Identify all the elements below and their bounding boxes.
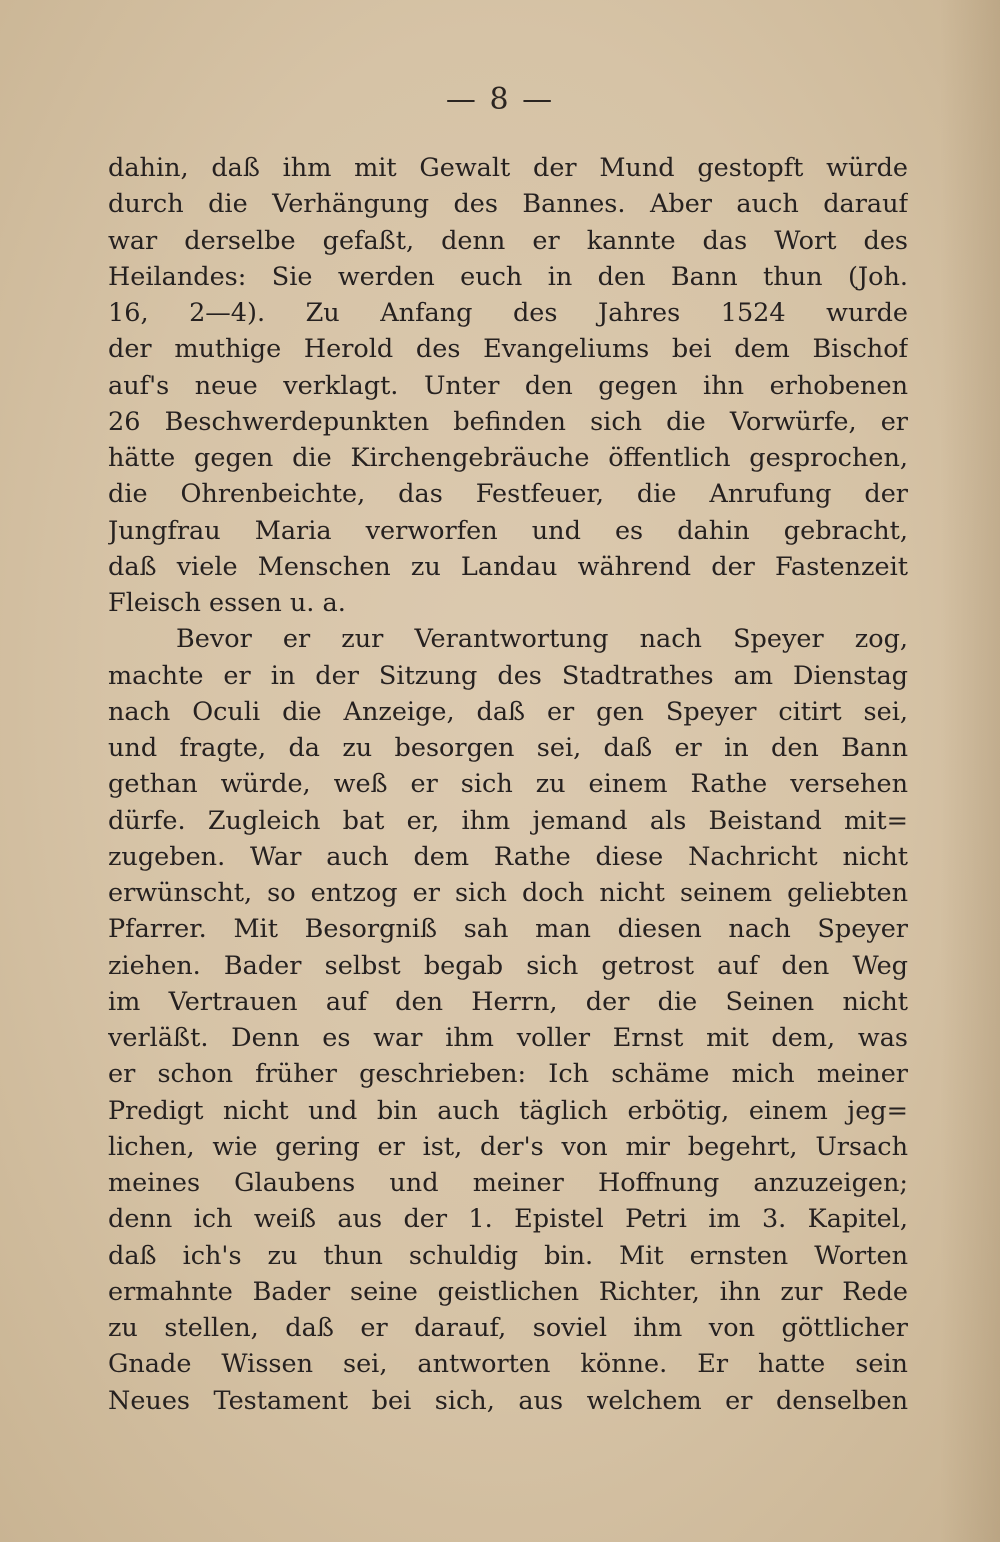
text-line: dahin, daß ihm mit Gewalt der Mund gestopft würde bbox=[108, 153, 908, 183]
text-line: ziehen. Bader selbst begab sich getrost auf den Weg bbox=[108, 950, 908, 981]
text-line: daß viele Menschen zu Landau während der Fastenzeit bbox=[108, 551, 908, 582]
text-line: Neues Testament bei sich, aus welchem er denselben bbox=[108, 1385, 908, 1416]
page-edge-shadow bbox=[940, 0, 1000, 1542]
text-line: Jungfrau Maria verworfen und es dahin gebracht, bbox=[108, 515, 908, 546]
text-line: Gnade Wissen sei, antworten könne. Er hatte sein bbox=[108, 1349, 908, 1380]
text-line: auf's neue verklagt. Unter den gegen ihn erhobenen bbox=[108, 370, 908, 401]
text-line: durch die Verhängung des Bannes. Aber auch darauf bbox=[108, 189, 908, 220]
text-line: machte er in der Sitzung des Stadtrathes am Dienstag bbox=[108, 660, 908, 691]
text-line: Heilandes: Sie werden euch in den Bann thun (Joh. bbox=[108, 261, 908, 292]
text-line: hätte gegen die Kirchengebräuche öffentlich gesprochen, bbox=[108, 443, 908, 473]
text-line: gethan würde, weß er sich zu einem Rathe versehen bbox=[108, 769, 908, 800]
text-line: dürfe. Zugleich bat er, ihm jemand als Beistand mit= bbox=[108, 805, 908, 836]
text-line: der muthige Herold des Evangeliums bei dem Bischof bbox=[108, 334, 908, 365]
text-line: war derselbe gefaßt, denn er kannte das Wort des bbox=[108, 225, 908, 256]
text-line: Pfarrer. Mit Besorgniß sah man diesen nach Speyer bbox=[108, 914, 908, 945]
text-line: verläßt. Denn es war ihm voller Ernst mit dem, was bbox=[108, 1023, 908, 1053]
text-line: denn ich weiß aus der 1. Epistel Petri im 3. Kapitel, bbox=[108, 1204, 908, 1235]
text-line: zugeben. War auch dem Rathe diese Nachricht nicht bbox=[108, 841, 908, 872]
text-line: zu stellen, daß er darauf, soviel ihm von göttlicher bbox=[108, 1313, 908, 1343]
text-line: und fragte, da zu besorgen sei, daß er in den Bann bbox=[108, 733, 908, 763]
paragraph-start-line: Bevor er zur Verantwortung nach Speyer zog, bbox=[176, 624, 908, 655]
body-text bbox=[108, 150, 908, 1419]
page-number: — 8 — bbox=[445, 82, 555, 117]
text-line: die Ohrenbeichte, das Festfeuer, die Anrufung der bbox=[108, 479, 908, 510]
text-line: 26 Beschwerdepunkten befinden sich die Vorwürfe, er bbox=[108, 406, 908, 437]
text-line: lichen, wie gering er ist, der's von mir begehrt, Ursach bbox=[108, 1131, 908, 1162]
text-line: Predigt nicht und bin auch täglich erbötig, einem jeg= bbox=[108, 1095, 908, 1126]
text-line: im Vertrauen auf den Herrn, der die Seinen nicht bbox=[108, 986, 908, 1017]
text-line: meines Glaubens und meiner Hoffnung anzuzeigen; bbox=[108, 1168, 908, 1198]
text-line: er schon früher geschrieben: Ich schäme mich meiner bbox=[108, 1059, 908, 1090]
text-line: ermahnte Bader seine geistlichen Richter, ihn zur Rede bbox=[108, 1276, 908, 1307]
text-line: daß ich's zu thun schuldig bin. Mit ernsten Worten bbox=[108, 1240, 908, 1271]
text-line: 16, 2—4). Zu Anfang des Jahres 1524 wurde bbox=[108, 298, 908, 328]
paragraph-end-line: Fleisch essen u. a. bbox=[108, 588, 346, 618]
text-line: nach Oculi die Anzeige, daß er gen Speyer citirt sei, bbox=[108, 696, 908, 727]
text-line: erwünscht, so entzog er sich doch nicht seinem geliebten bbox=[108, 878, 908, 908]
